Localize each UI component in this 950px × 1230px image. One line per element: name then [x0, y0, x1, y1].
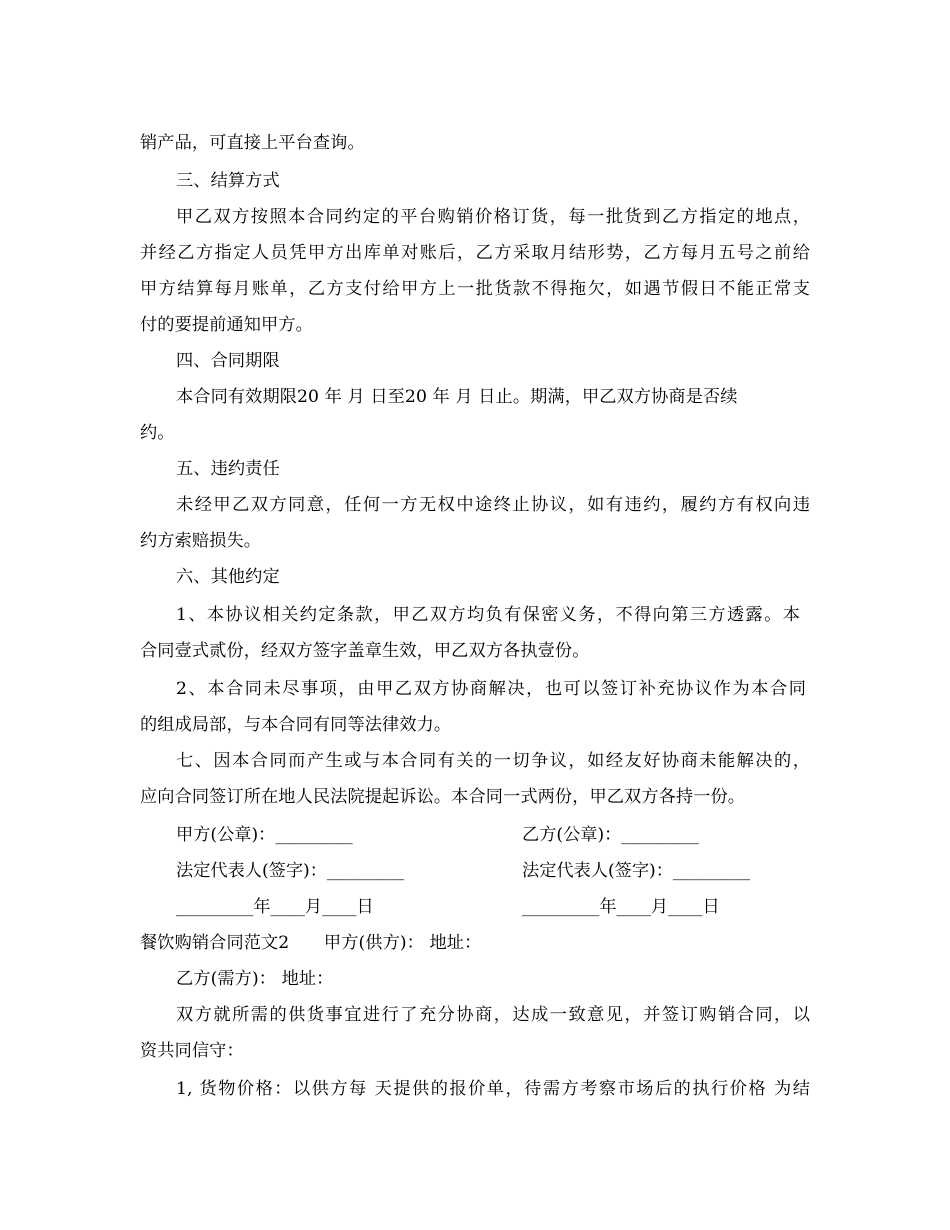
text-line: 甲方结算每月账单，乙方支付给甲方上一批货款不得拖欠，如遇节假日不能正常支	[140, 279, 810, 299]
text-line: 未经甲乙双方同意，任何一方无权中途终止协议，如有违约，履约方有权向违	[176, 495, 810, 515]
section-heading: 四、合同期限	[176, 351, 280, 371]
text-line: 1、本协议相关约定条款，甲乙双方均负有保密义务，不得向第三方透露。本	[176, 605, 800, 625]
text-line: 合同壹式贰份，经双方签字盖章生效，甲乙双方各执壹份。	[140, 641, 590, 661]
party-a-seal: 甲方(公章)：_________	[176, 825, 353, 845]
text-line: 约方索赔损失。	[140, 531, 262, 551]
text-line: 销产品，可直接上平台查询。	[140, 133, 365, 153]
party-a-representative: 法定代表人(签字)：_________	[176, 861, 405, 881]
text-line: 资共同信守：	[140, 1041, 244, 1061]
text-line: 应向合同签订所在地人民法院提起诉讼。本合同一式两份，甲乙双方各持一份。	[140, 787, 746, 807]
text-line: 2、本合同未尽事项，由甲乙双方协商解决，也可以签订补充协议作为本合同	[176, 679, 806, 699]
section-heading: 五、违约责任	[176, 459, 280, 479]
text-line: 并经乙方指定人员凭甲方出库单对账后，乙方采取月结形势，乙方每月五号之前给	[140, 243, 810, 263]
party-b-representative: 法定代表人(签字)：_________	[522, 861, 751, 881]
text-line: 的组成局部，与本合同有同等法律效力。	[140, 715, 452, 735]
text-line: 1, 货物价格：以供方每 天提供的报价单，待需方考察市场后的执行价格 为结	[176, 1079, 810, 1099]
text-line: 本合同有效期限20 年 月 日至20 年 月 日止。期满，甲乙双方协商是否续	[176, 387, 738, 407]
party-b-seal: 乙方(公章)：_________	[522, 825, 699, 845]
section-heading: 六、其他约定	[176, 567, 280, 587]
text-line: 双方就所需的供货事宜进行了充分协商，达成一致意见，并签订购销合同，以	[176, 1005, 810, 1025]
text-line: 付的要提前通知甲方。	[140, 315, 313, 335]
contract-title-line: 餐饮购销合同范文2 甲方(供方)： 地址：	[140, 933, 482, 953]
section-heading: 三、结算方式	[176, 171, 280, 191]
party-b-date: _________年____月____日	[522, 897, 720, 917]
party-a-date: _________年____月____日	[176, 897, 374, 917]
text-line: 约。	[140, 423, 175, 443]
text-line: 七、因本合同而产生或与本合同有关的一切争议，如经友好协商未能解决的，	[176, 751, 810, 771]
text-line: 乙方(需方)： 地址：	[176, 969, 334, 989]
text-line: 甲乙双方按照本合同约定的平台购销价格订货，每一批货到乙方指定的地点，	[176, 207, 810, 227]
